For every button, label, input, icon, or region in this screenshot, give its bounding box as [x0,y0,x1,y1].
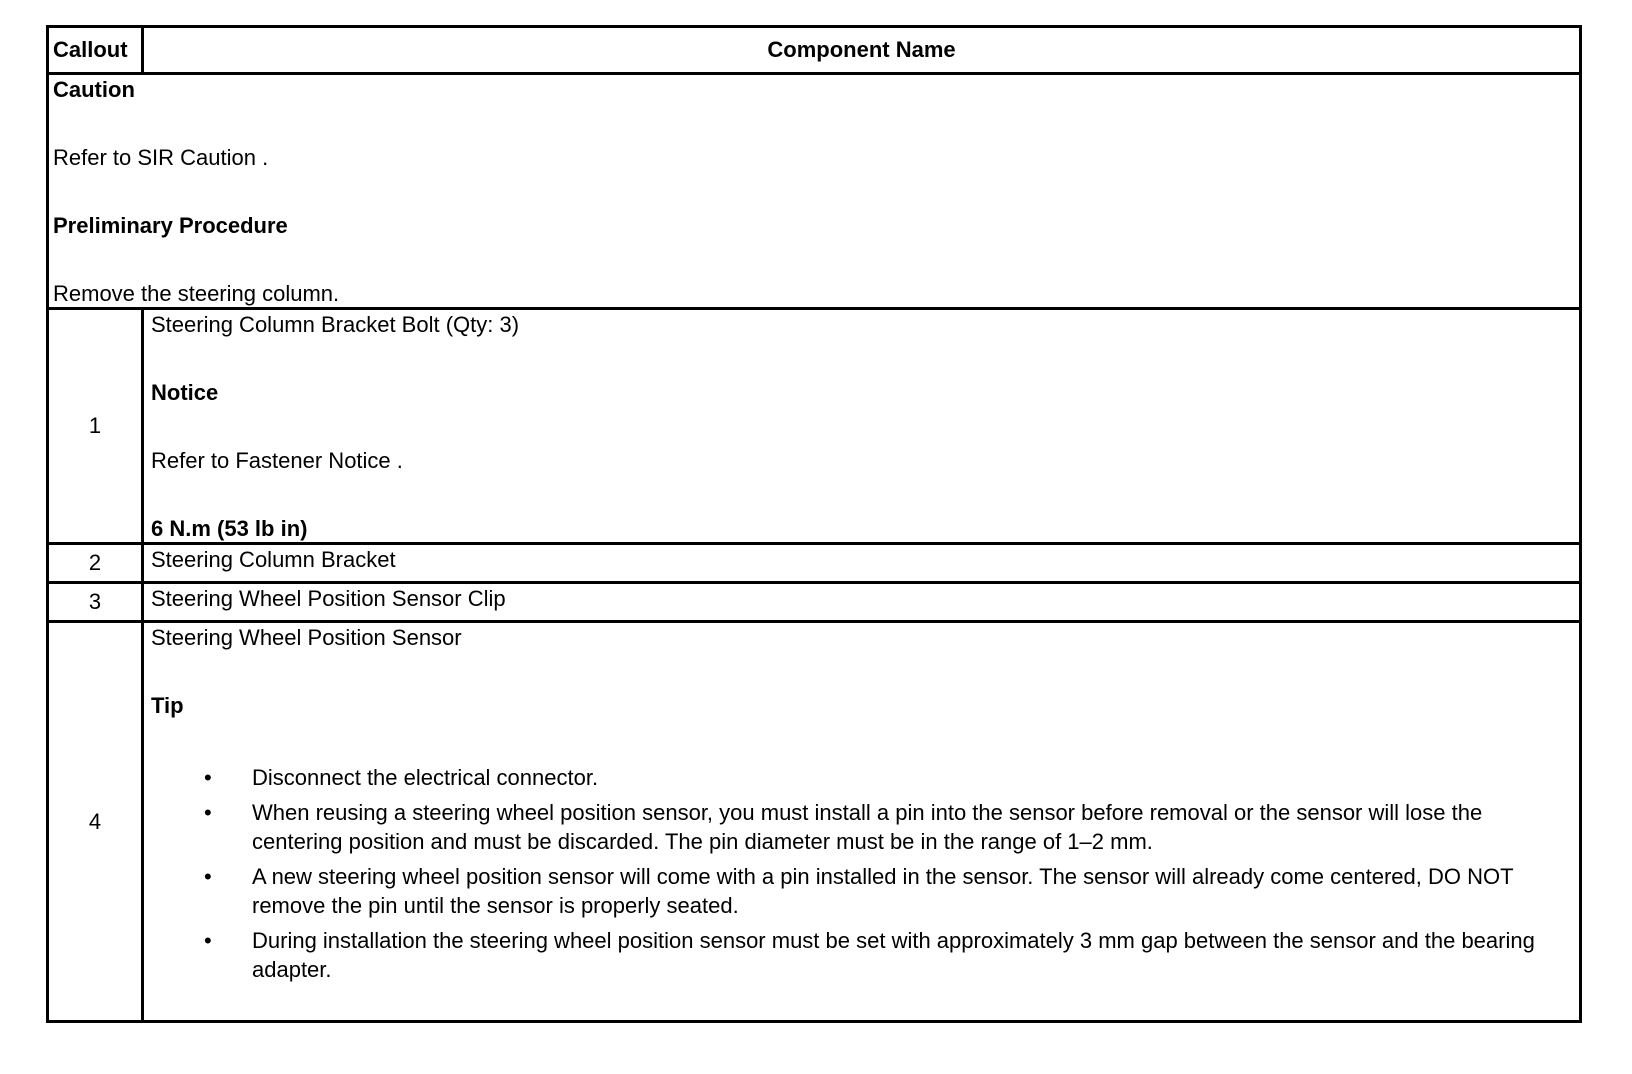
intro-cell [48,74,1581,309]
preliminary-heading: Preliminary Procedure [53,213,288,238]
torque-spec: 6 N.m (53 lb in) [151,516,308,541]
bullet-icon: • [204,864,212,889]
spacer [53,103,1573,145]
header-component-name: Component Name [143,27,1581,74]
bullet-icon: • [204,928,212,953]
table-row [48,309,1581,544]
tip-text: When reusing a steering wheel position sensor, you must install a pin into the sensor before removal or the sensor will lose the centering position and must be discarded. The pin diameter must be in the range of 1–2 mm. [252,800,1483,854]
tip-text: During installation the steering wheel position sensor must be set with approximately 3 mm gap between the sensor and the bearing adapter. [252,928,1535,982]
spacer [53,171,1573,213]
intro-row [48,74,1581,309]
spacer [151,474,1573,516]
list-item [204,862,1573,920]
tip-heading: Tip [151,693,184,718]
component-cell [143,309,1581,544]
notice-heading: Notice [151,380,219,405]
spacer [151,719,1573,763]
table-row [48,622,1581,1022]
header-row [48,27,1581,74]
tip-text: A new steering wheel position sensor will come with a pin installed in the sensor. The sensor will already come centered, DO NOT remove the pin until the sensor is properly seated. [252,864,1514,918]
list-item [204,926,1573,984]
tip-list [151,763,1573,984]
bullet-icon: • [204,765,212,790]
spacer [151,651,1573,693]
table-row [48,583,1581,622]
callout-number: 2 [48,544,143,583]
component-name: Steering Wheel Position Sensor Clip [143,583,1581,622]
spacer [151,406,1573,448]
list-item [204,763,1573,792]
component-name: Steering Wheel Position Sensor [151,625,462,650]
spacer [151,338,1573,380]
callout-number: 1 [48,309,143,544]
preliminary-text: Remove the steering column. [53,281,340,306]
component-name: Steering Column Bracket Bolt (Qty: 3) [151,312,520,337]
caution-text: Refer to SIR Caution . [53,145,269,170]
table-row [48,544,1581,583]
spacer [53,239,1573,281]
caution-heading: Caution [53,77,135,102]
header-callout: Callout [48,27,143,74]
bullet-icon: • [204,800,212,825]
callout-number: 3 [48,583,143,622]
callout-number: 4 [48,622,143,1022]
tip-text: Disconnect the electrical connector. [252,765,599,790]
component-name: Steering Column Bracket [143,544,1581,583]
notice-text: Refer to Fastener Notice . [151,448,403,473]
component-cell [143,622,1581,1022]
component-table [46,25,1582,1023]
list-item [204,798,1573,856]
